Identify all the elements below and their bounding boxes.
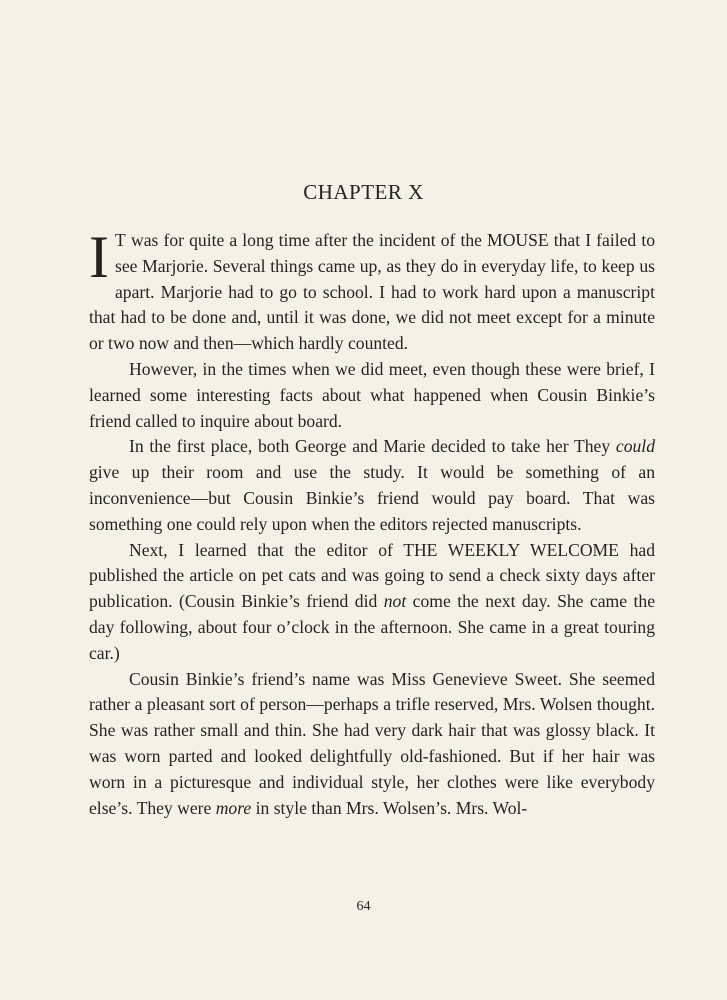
drop-cap: I <box>89 224 109 290</box>
paragraph-5-text-b: in style than Mrs. Wolsen’s. Mrs. Wol- <box>251 797 528 818</box>
paragraph-3-text-a: In the first place, both George and Marie decided to take her They <box>129 436 616 457</box>
paragraph-1-lead: T <box>114 230 126 250</box>
paragraph-3 <box>89 434 655 537</box>
paragraph-4-emphasis: not <box>383 591 407 612</box>
paragraph-5 <box>89 667 655 822</box>
paragraph-3-emphasis: could <box>615 436 655 457</box>
paragraph-1 <box>89 224 655 357</box>
paragraph-4 <box>89 538 655 667</box>
paragraph-4-text-a: Next, I learned that the editor of THE WEEKLY WELCOME had published the article on pet cats and was going to send a check sixty days after publication. (Cousin Binkie’s friend did <box>89 539 655 612</box>
body-text <box>89 224 656 821</box>
chapter-heading: CHAPTER X <box>303 180 424 204</box>
page-number: 64 <box>356 899 371 914</box>
paragraph-4-text-b: come the next day. She came the day following, about four o’clock in the afternoon. She came in a great touring car.) <box>89 591 656 663</box>
paragraph-5-emphasis: more <box>215 797 252 818</box>
paragraph-1-text: was for quite a long time after the incident of the MOUSE that I failed to see Marjorie. Several things came up, as they do in everyday life, to keep us apart. Marjorie had to go to school. I had to work hard upon a manuscript that had to be done and, until it was done, we did not meet except for a minute or two now and then—which hardly counted. <box>89 230 655 354</box>
paragraph-3-text-b: give up their room and use the study. It would be something of an inconvenience—but Cousin Binkie’s friend would pay board. That was something one could rely upon when the editors rejected manuscripts. <box>89 462 655 534</box>
paragraph-5-text-a: Cousin Binkie’s friend’s name was Miss Genevieve Sweet. She seemed rather a pleasant sort of person—perhaps a trifle reserved, Mrs. Wolsen thought. She was rather small and thin. She had very dark hair that was glossy black. It was worn parted and looked delightfully old-fashioned. But if her hair was worn in a picturesque and individual style, her clothes were like everybody else’s. They were <box>89 668 655 818</box>
paragraph-2: However, in the times when we did meet, even though these were brief, I learned some interesting facts about what happened when Cousin Binkie’s friend called to inquire about board. <box>89 358 655 431</box>
